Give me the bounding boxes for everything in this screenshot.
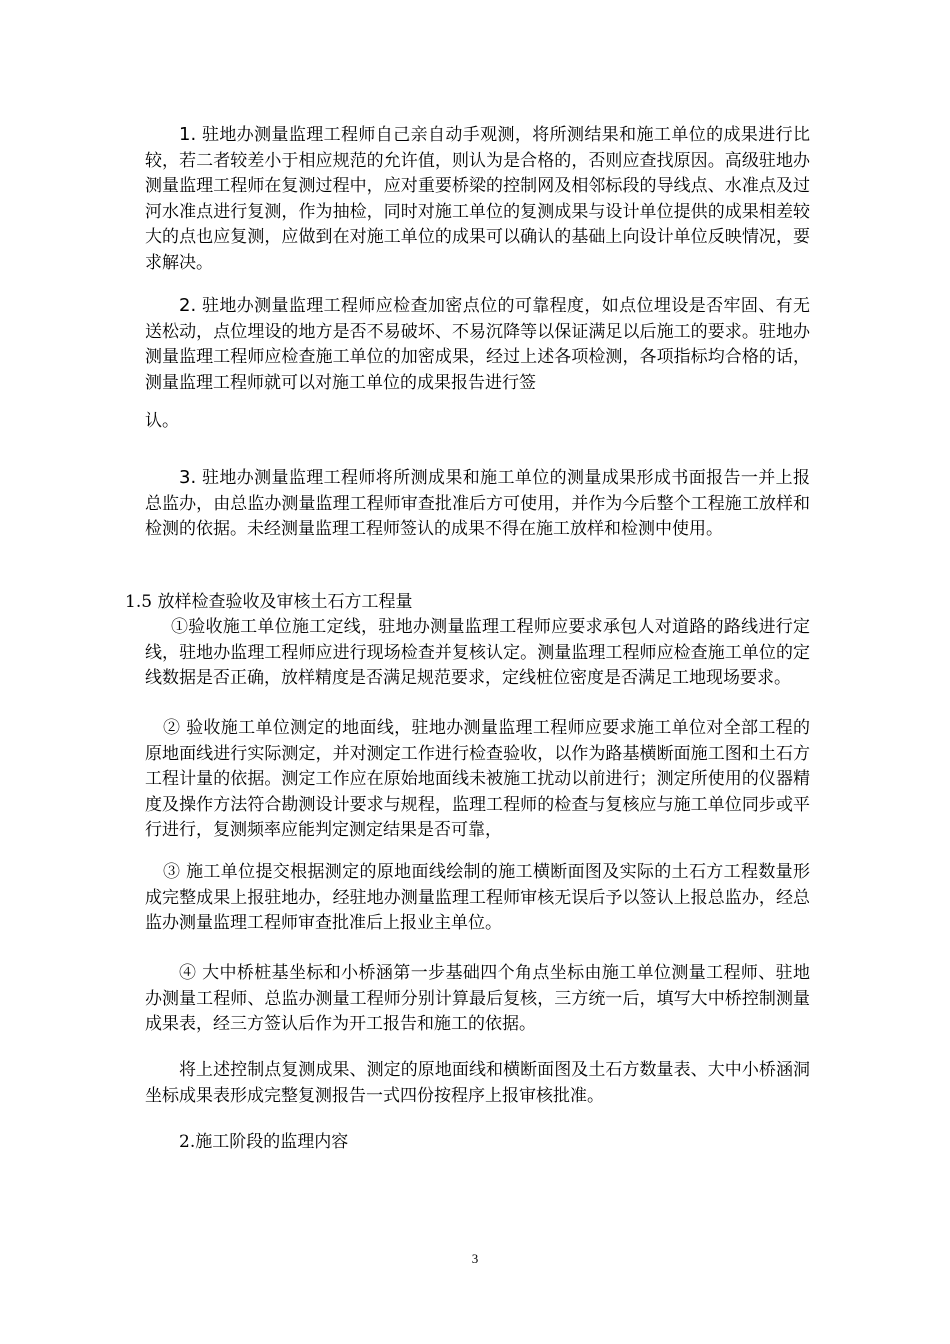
paragraph-1 xyxy=(145,122,810,276)
paragraph-1-text: 驻地办测量监理工程师自己亲自动手观测，将所测结果和施工单位的成果进行比较，若二者较差小于相应规范的允许值，则认为是合格的，否则应查找原因。高级驻地办测量监理工程师在复测过程中，应对重要桥梁的控制网及相邻标段的导线点、水准点及过河水准点进行复测，作为抽检，同时对施工单位的复测成果与设计单位提供的成果相差较大的点也应复测，应做到在对施工单位的成果可以确认的基础上向设计单位反映情况，要求解决。 xyxy=(145,125,810,273)
item-1: ①验收施工单位施工定线，驻地办测量监理工程师应要求承包人对道路的路线进行定线，驻地办监理工程师应进行现场检查并复核认定。测量监理工程师应检查施工单位的定线数据是否正确，放样精度是否满足规范要求，定线桩位密度是否满足工地现场要求。 xyxy=(145,617,810,688)
page-number: 3 xyxy=(471,1251,479,1266)
paragraph-2 xyxy=(145,293,810,396)
paragraph-3-text: 驻地办测量监理工程师将所测成果和施工单位的测量成果形成书面报告一并上报总监办，由总监办测量监理工程师审查批准后方可使用，并作为今后整个工程施工放样和检测的依据。未经测量监理工程师签认的成果不得在施工放样和检测中使用。 xyxy=(145,468,810,539)
section-heading: 1.5 放样检查验收及审核土石方工程量 xyxy=(125,592,413,612)
paragraph-2-number: 2. xyxy=(179,295,197,316)
paragraph-1-number: 1. xyxy=(179,124,197,145)
paragraph-2-text: 驻地办测量监理工程师应检查加密点位的可靠程度，如点位埋设是否牢固、有无送松动，点位埋设的地方是否不易破坏、不易沉降等以保证满足以后施工的要求。驻地办测量监理工程师应检查施工单位的加密成果，经过上述各项检测，各项指标均合格的话，测量监理工程师就可以对施工单位的成果报告进行签 xyxy=(145,296,810,393)
paragraph-3 xyxy=(145,465,810,543)
item-2: ② 验收施工单位测定的地面线，驻地办测量监理工程师应要求施工单位对全部工程的原地面线进行实际测定，并对测定工作进行检查验收，以作为路基横断面施工图和土石方工程计量的依据。测定工作应在原始地面线未被施工扰动以前进行；测定所使用的仪器精度及操作方法符合勘测设计要求与规程，监理工程师的检查与复核应与施工单位同步或平行进行，复测频率应能判定测定结果是否可靠， xyxy=(145,718,810,840)
item-4: ④ 大中桥桩基坐标和小桥涵第一步基础四个角点坐标由施工单位测量工程师、驻地办测量工程师、总监办测量工程师分别计算最后复核，三方统一后，填写大中桥控制测量成果表，经三方签认后作为开工报告和施工的依据。 xyxy=(145,963,810,1034)
paragraph-3-number: 3. xyxy=(179,467,197,488)
summary-paragraph: 将上述控制点复测成果、测定的原地面线和横断面图及土石方数量表、大中小桥涵洞坐标成果表形成完整复测报告一式四份按程序上报审核批准。 xyxy=(145,1060,810,1106)
next-section-heading: 2.施工阶段的监理内容 xyxy=(179,1132,349,1152)
item-3: ③ 施工单位提交根据测定的原地面线绘制的施工横断面图及实际的土石方工程数量形成完整成果上报驻地办，经驻地办测量监理工程师审核无误后予以签认上报总监办，经总监办测量监理工程师审查批准后上报业主单位。 xyxy=(145,862,810,933)
paragraph-2-tail: 认。 xyxy=(145,411,179,431)
